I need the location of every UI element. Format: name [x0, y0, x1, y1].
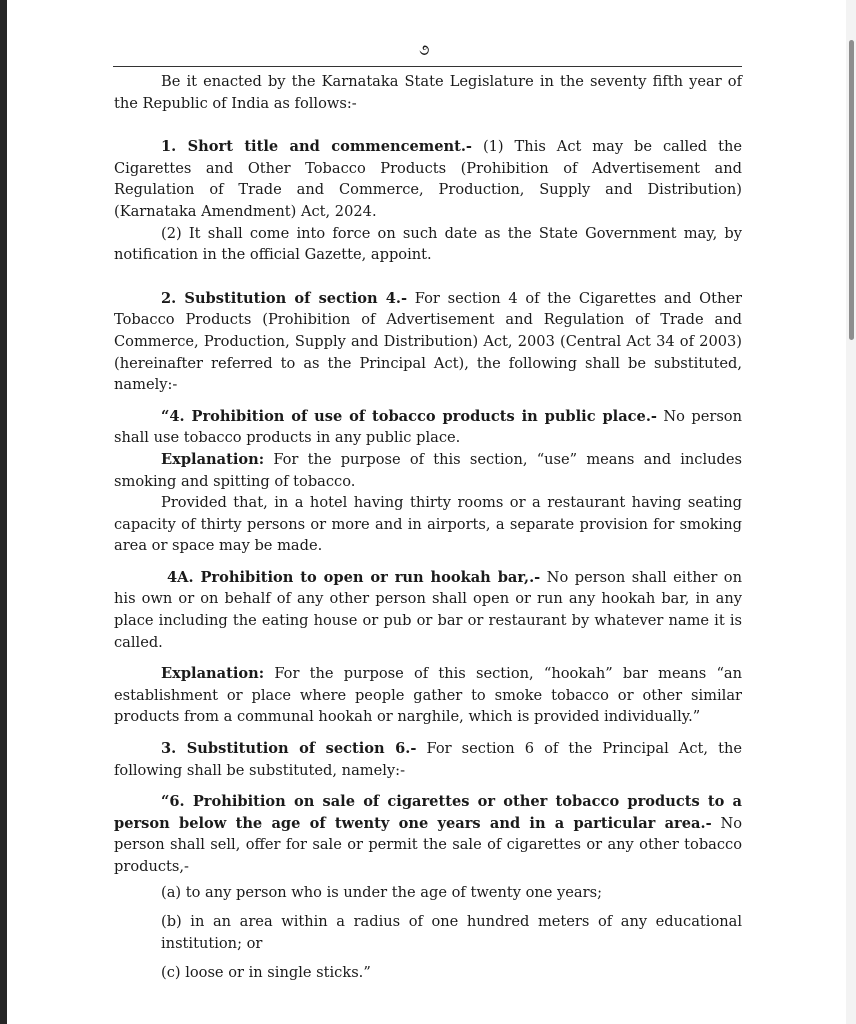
section-4a-explanation-text: For the purpose of this section, “hookah” bar means “an establishment or place where people gather to smoke tobacco or other similar products from a communal hookah or narghile, which is provided individually.”	[114, 665, 742, 726]
section-6-para	[114, 791, 742, 877]
section-6-item-c: (c) loose or in single sticks.”	[161, 964, 371, 982]
section-2-para	[114, 288, 742, 396]
section-4-explanation-label: Explanation:	[161, 450, 265, 468]
section-4-heading: “4. Prohibition of use of tobacco products in public place.-	[161, 407, 657, 425]
viewer-left-edge	[0, 0, 7, 1024]
enacting-clause: Be it enacted by the Karnataka State Legislature in the seventy fifth year of the Republic of India as follows:-	[114, 73, 742, 112]
section-4a-text: No person shall either on his own or on behalf of any other person shall open or run any hookah bar, in any place including the eating house or pub or bar or restaurant by whatever name it is called.	[114, 568, 742, 651]
document-body	[114, 71, 742, 984]
section-4a-heading: 4A. Prohibition to open or run hookah bar,.-	[167, 568, 541, 586]
section-1-heading: 1. Short title and commencement.-	[161, 138, 472, 156]
section-3-text: For section 6 of the Principal Act, the following shall be substituted, namely:-	[114, 740, 742, 779]
section-4-para	[114, 406, 742, 449]
scrollbar-thumb[interactable]	[849, 40, 854, 340]
section-3-para	[114, 738, 742, 781]
section-4a-para	[114, 567, 742, 653]
section-1-text: (1) This Act may be called the Cigarettes and Other Tobacco Products (Prohibition of Advertisement and Regulation of Trade and Commerce, Production, Supply and Distribution) (Karnataka Amendment) Act, 2024.	[114, 138, 742, 220]
section-1-para-1	[114, 136, 742, 222]
section-6-text: No person shall sell, offer for sale or permit the sale of cigarettes or any other tobacco products,-	[114, 814, 742, 875]
header-rule	[113, 66, 742, 67]
vertical-scrollbar[interactable]	[846, 0, 856, 1024]
section-4-proviso: Provided that, in a hotel having thirty rooms or a restaurant having seating capacity of thirty persons or more and in airports, a separate provision for smoking area or space may be made.	[114, 494, 742, 555]
section-1-para-2: (2) It shall come into force on such date as the State Government may, by notification in the official Gazette, appoint.	[114, 224, 742, 264]
section-4a-explanation-label: Explanation:	[161, 665, 265, 683]
section-2-text: For section 4 of the Cigarettes and Other Tobacco Products (Prohibition of Advertisement and Regulation of Trade and Commerce, Production, Supply and Distribution) Act, 2003 (Central Act 34 of 2003) (hereinafter referred to as the Principal Act), the following shall be substituted, namely:-	[114, 289, 743, 394]
section-6-item-b: (b) in an area within a radius of one hundred meters of any educational institution; or	[161, 913, 742, 952]
section-2-heading: 2. Substitution of section 4.-	[161, 289, 408, 307]
section-6-item-a: (a) to any person who is under the age of twenty one years;	[161, 883, 603, 901]
section-4a-explanation	[114, 663, 742, 728]
section-4-text: No person shall use tobacco products in any public place.	[114, 407, 742, 447]
section-4-explanation-text: For the purpose of this section, “use” means and includes smoking and spitting of tobacco.	[114, 450, 742, 490]
section-3-heading: 3. Substitution of section 6.-	[161, 740, 417, 758]
section-4-explanation	[114, 449, 742, 492]
section-6-heading: “6. Prohibition on sale of cigarettes or other tobacco products to a person below the age of twenty one years and in a particular area.-	[114, 793, 742, 832]
page-number: ૭	[419, 41, 430, 59]
